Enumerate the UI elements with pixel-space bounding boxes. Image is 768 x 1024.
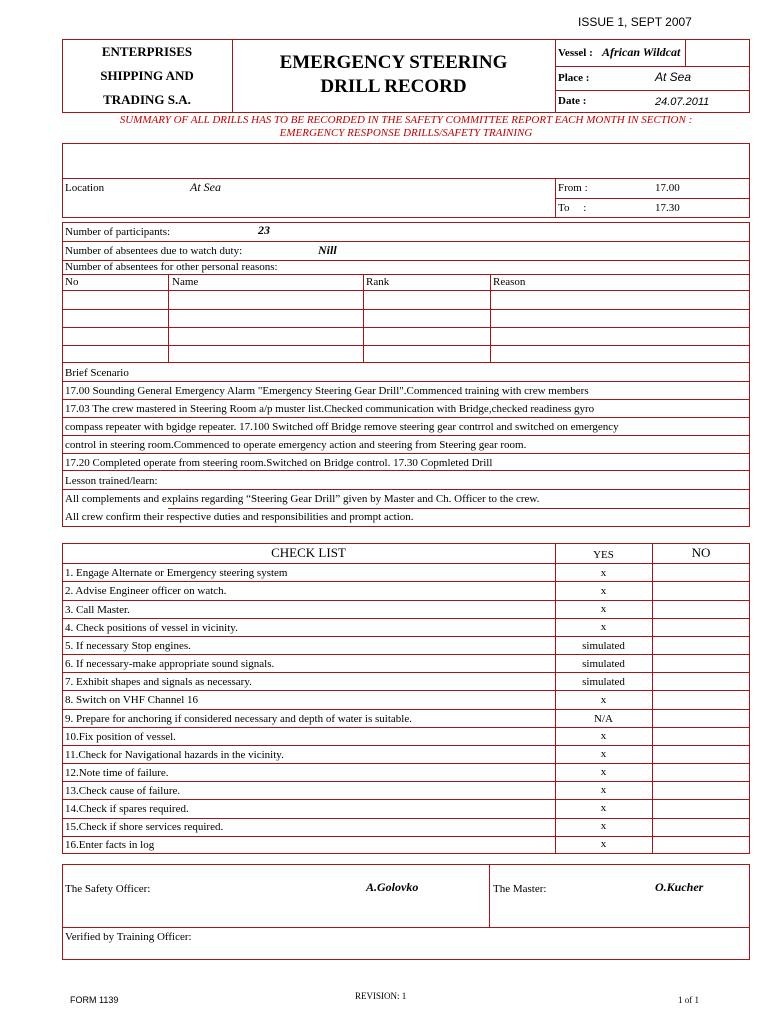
page-number: 1 of 1 xyxy=(678,995,699,1005)
checklist-yes-mark: x xyxy=(600,766,607,778)
participants-label: Number of participants: xyxy=(65,226,171,238)
location-box xyxy=(62,143,750,218)
checklist-item: 13.Check cause of failure. xyxy=(65,785,181,797)
checklist-item: 7. Exhibit shapes and signals as necessary. xyxy=(65,676,252,688)
company-name-line1: ENTERPRISES xyxy=(101,44,193,59)
col-reason: Reason xyxy=(493,276,526,288)
checklist-item: 11.Check for Navigational hazards in the vicinity. xyxy=(65,749,284,761)
place-value: At Sea xyxy=(655,70,692,84)
col-name: Name xyxy=(172,276,199,288)
from-value: 17.00 xyxy=(655,182,680,194)
absentees-watch-label: Number of absentees due to watch duty: xyxy=(65,245,243,257)
checklist-yes-mark: x xyxy=(600,748,607,760)
checklist-item: 15.Check if shore services required. xyxy=(65,821,224,833)
signature-box xyxy=(62,864,750,960)
checklist-yes-mark: x xyxy=(600,694,607,706)
checklist-item: 2. Advise Engineer officer on watch. xyxy=(65,585,227,597)
checklist-yes-mark: simulated xyxy=(582,658,625,670)
safety-officer-signature: A.Golovko xyxy=(366,880,419,894)
from-label: From : xyxy=(558,182,588,194)
master-signature: O.Kucher xyxy=(655,880,704,894)
checklist-item: 5. If necessary Stop engines. xyxy=(65,640,191,652)
location-value: At Sea xyxy=(190,180,221,194)
checklist-yes-mark: simulated xyxy=(582,640,625,652)
col-no: No xyxy=(65,276,79,288)
absentees-watch-value: Nill xyxy=(318,243,337,257)
checklist-yes-mark: x xyxy=(600,784,607,796)
form-number: FORM 1139 xyxy=(70,995,119,1005)
checklist-item: 12.Note time of failure. xyxy=(65,767,169,779)
checklist-yes-mark: simulated xyxy=(582,676,625,688)
master-label: The Master: xyxy=(493,883,547,895)
checklist-yes-mark: x xyxy=(600,567,607,579)
checklist-item: 1. Engage Alternate or Emergency steering system xyxy=(65,567,288,579)
absentees-other-label: Number of absentees for other personal reasons: xyxy=(65,261,278,273)
lesson-label: Lesson trained/learn: xyxy=(65,475,158,487)
checklist-item: 8. Switch on VHF Channel 16 xyxy=(65,694,199,706)
scenario-label: Brief Scenario xyxy=(65,367,129,379)
checklist-yes-mark: x xyxy=(600,621,607,633)
scenario-line: compass repeater with bgidge repeater. 17.100 Switched off Bridge remove steering gear contrrol and switched on emergency xyxy=(65,421,619,433)
checklist-item: 14.Check if spares required. xyxy=(65,803,189,815)
checklist-yes-header: YES xyxy=(593,549,614,561)
scenario-line: 17.00 Sounding General Emergency Alarm "Emergency Steering Gear Drill".Commenced training with crew members xyxy=(65,385,589,397)
checklist-item: 16.Enter facts in log xyxy=(65,839,155,851)
checklist-yes-mark: x xyxy=(600,603,607,615)
vessel-value: African Wildcat xyxy=(602,45,681,59)
checklist-item: 4. Check positions of vessel in vicinity. xyxy=(65,622,238,634)
place-label: Place : xyxy=(558,72,590,84)
checklist-item: 9. Prepare for anchoring if considered necessary and depth of water is suitable. xyxy=(65,713,412,725)
checklist-yes-mark: N/A xyxy=(594,713,613,725)
company-name-line2: SHIPPING AND xyxy=(100,68,194,83)
col-rank: Rank xyxy=(366,276,390,288)
checklist-item: 10.Fix position of vessel. xyxy=(65,731,176,743)
checklist-yes-mark: x xyxy=(600,585,607,597)
scenario-line: control in steering room.Commenced to operate emergency action and steering from Steering gear room. xyxy=(65,439,527,451)
checklist-yes-mark: x xyxy=(600,802,607,814)
company-name-line3: TRADING S.A. xyxy=(103,92,191,107)
lesson-line: All crew confirm their respective duties and responsibilities and prompt action. xyxy=(65,511,414,523)
to-label: To : xyxy=(558,202,587,214)
participants-value: 23 xyxy=(258,223,270,237)
vessel-label: Vessel : xyxy=(558,47,593,59)
checklist-yes-mark: x xyxy=(600,730,607,742)
location-label: Location xyxy=(65,182,105,194)
notice-line2: EMERGENCY RESPONSE DRILLS/SAFETY TRAINING xyxy=(279,127,533,139)
notice-line1: SUMMARY OF ALL DRILLS HAS TO BE RECORDED IN THE SAFETY COMMITTEE REPORT EACH MONTH IN SECTION : xyxy=(119,114,693,126)
checklist-item: 6. If necessary-make appropriate sound signals. xyxy=(65,658,275,670)
page-title-line1: EMERGENCY STEERING xyxy=(279,52,508,73)
revision-label: REVISION: 1 xyxy=(355,991,407,1001)
verified-label: Verified by Training Officer: xyxy=(65,931,192,943)
scenario-line: 17.20 Completed operate from steering room.Switched on Bridge control. 17.30 Copmleted Drill xyxy=(65,457,493,469)
checklist-item: 3. Call Master. xyxy=(65,604,130,616)
scenario-line: 17.03 The crew mastered in Steering Room a/p muster list.Checked communication with Bridge,checked readiness gyro xyxy=(65,403,595,415)
to-value: 17.30 xyxy=(655,202,680,214)
issue-label: ISSUE 1, SEPT 2007 xyxy=(578,15,692,29)
checklist-no-header: NO xyxy=(691,545,711,560)
checklist-yes-mark: x xyxy=(600,820,607,832)
safety-officer-label: The Safety Officer: xyxy=(65,883,151,895)
date-value: 24.07.2011 xyxy=(655,96,710,108)
checklist-yes-mark: x xyxy=(600,838,607,850)
date-label: Date : xyxy=(558,95,587,107)
lesson-line: All complements and explains regarding “Steering Gear Drill” given by Master and Ch. Officer to the crew. xyxy=(65,493,540,505)
checklist-title: CHECK LIST xyxy=(271,545,346,560)
page-title-line2: DRILL RECORD xyxy=(320,76,467,97)
